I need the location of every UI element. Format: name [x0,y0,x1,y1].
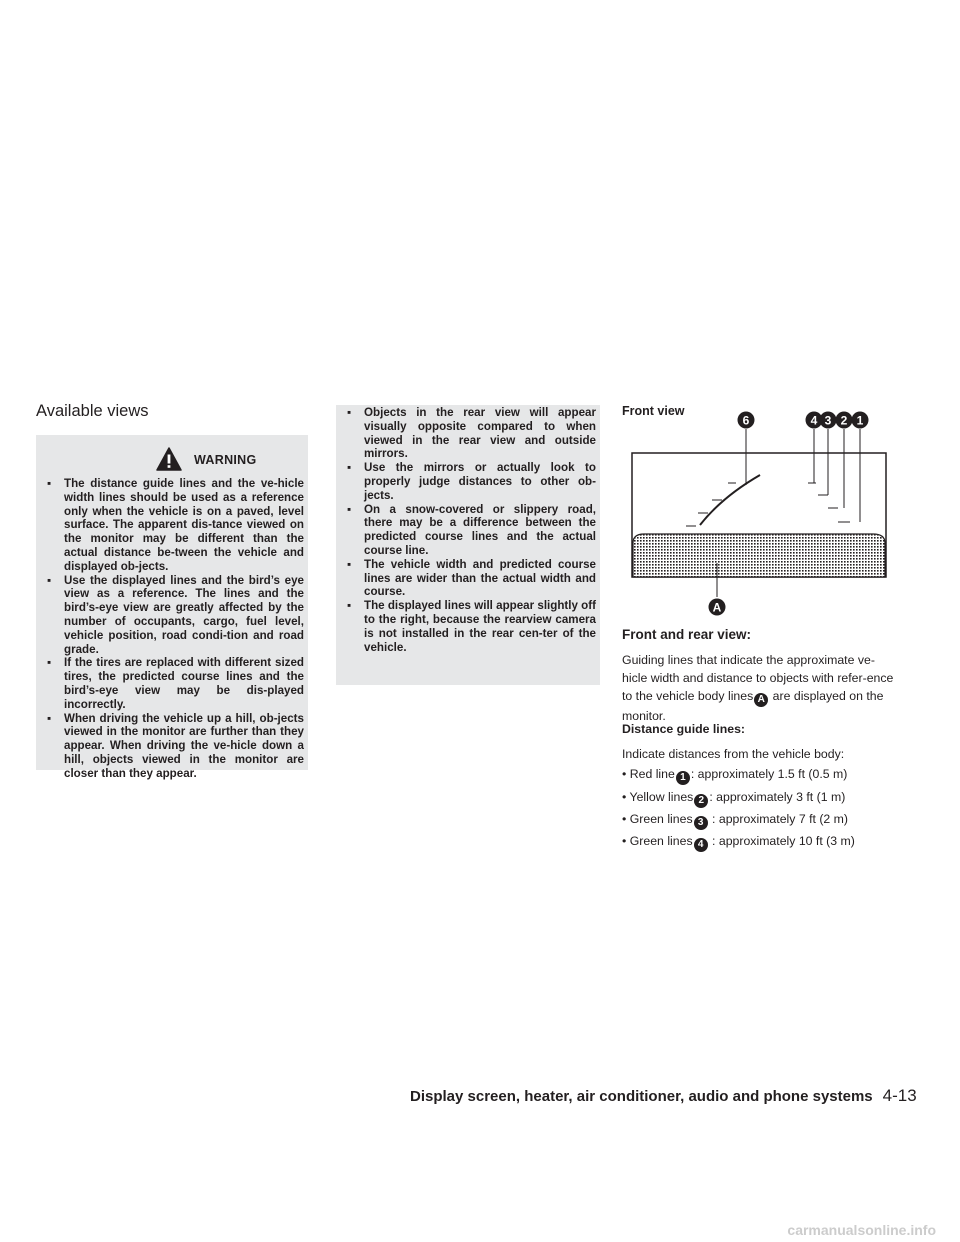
item-prefix: • Red line [622,767,675,781]
warning-item-text: Objects in the rear view will appear visually opposite compared to when viewed in the rear view and outside mirrors. [364,406,596,461]
front-rear-heading: Front and rear view: [622,627,752,642]
page-number: 4-13 [882,1086,917,1105]
item-prefix: • Green lines [622,834,693,848]
callout-6 [738,412,755,429]
item-text: : approximately 7 ft (2 m) [708,812,849,826]
item-prefix: • Green lines [622,812,693,826]
distance-item-yellow [622,788,898,808]
callout-3 [820,412,837,429]
warning-icon [156,447,182,471]
distance-heading: Distance guide lines: [622,722,745,736]
distance-item-green-1 [622,810,898,830]
marker-1: 1 [676,771,690,785]
vehicle-body-area [633,534,885,577]
callout-A [709,599,726,616]
warning-item-text: The displayed lines will appear slightly off to the right, because the rearview camera is not installed in the rear cen-ter of the vehicle. [364,599,596,654]
warning-header [36,447,308,475]
watermark: carmanualsonline.info [787,1222,936,1238]
warning-item [44,712,304,781]
front-rear-paragraph [622,651,898,725]
paragraph-text: are displayed on the monitor. [622,689,884,723]
warning-label: WARNING [194,453,257,467]
warning-list-col2 [344,406,596,654]
bullet: ▪ [347,557,352,571]
warning-item [344,461,596,502]
item-text: : approximately 1.5 ft (0.5 m) [690,767,848,781]
warning-item-text: The vehicle width and predicted course lines are wider than the actual width and course. [364,557,596,599]
marker-3: 3 [694,816,708,830]
distance-item-red [622,765,898,785]
bullet: ▪ [347,599,352,613]
item-text: : approximately 3 ft (1 m) [709,790,846,804]
svg-text:2: 2 [840,413,848,428]
warning-item-text: Use the displayed lines and the bird’s eye view as a reference. The lines and the bird’s-eye view are greatly affected by the number of occupants, cargo, fuel level, vehicle position, road condi-tion and road grade. [64,573,304,656]
bullet: ▪ [347,461,352,475]
warning-item [344,599,596,654]
warning-item-text: If the tires are replaced with different sized tires, the predicted course lines and the bird’s-eye view may be dis-played incorrectly. [64,656,304,711]
warning-list-col1 [44,477,304,781]
front-view-figure [622,405,898,620]
callout-2 [836,412,853,429]
warning-item [344,503,596,558]
svg-text:4: 4 [810,413,818,428]
warning-item-text: Use the mirrors or actually look to properly judge distances to other ob-jects. [364,461,596,502]
paragraph-text: Guiding lines that indicate the approximate ve-hicle width and distance to objects with refer-ence to the vehicle body lines [622,653,894,703]
svg-text:6: 6 [742,413,750,428]
distance-item-green-2 [622,832,898,852]
warning-item [44,574,304,657]
marker-A: A [754,693,768,707]
bullet: ▪ [347,406,352,419]
warning-item [44,656,304,711]
distance-intro: Indicate distances from the vehicle body: [622,747,845,761]
item-prefix: • Yellow lines [622,790,694,804]
svg-text:A: A [712,600,722,615]
warning-item-text: The distance guide lines and the ve-hicle width lines should be used as a reference only when the vehicle is on a paved, level surface. The apparent dis-tance viewed on the monitor may be different than the actual distance be-tween the vehicle and displayed ob-jects. [64,477,304,573]
footer-title: Display screen, heater, air conditioner, audio and phone systems [410,1088,873,1105]
warning-item-text: When driving the vehicle up a hill, ob-jects viewed in the monitor are further than they appear. When driving the ve-hicle down a hill, objects viewed in the monitor are closer than they appear. [64,711,304,780]
bullet: ▪ [47,477,52,490]
bullet: ▪ [47,711,52,725]
marker-2: 2 [694,794,708,808]
bullet: ▪ [47,573,52,587]
page-footer [410,1086,917,1106]
warning-item [44,477,304,574]
svg-text:3: 3 [824,413,832,428]
warning-item [344,406,596,461]
warning-item [344,558,596,599]
item-text: : approximately 10 ft (3 m) [708,834,855,848]
section-title: Available views [36,402,149,420]
warning-box-continued [336,405,600,685]
svg-text:1: 1 [856,413,864,428]
figure-label: Front view [622,404,685,418]
warning-item-text: On a snow-covered or slippery road, there may be a difference between the predicted course lines and the actual course line. [364,502,596,557]
bullet: ▪ [347,502,352,516]
marker-4: 4 [694,838,708,852]
warning-box [36,435,308,780]
callout-1 [852,412,869,429]
bullet: ▪ [47,656,52,670]
